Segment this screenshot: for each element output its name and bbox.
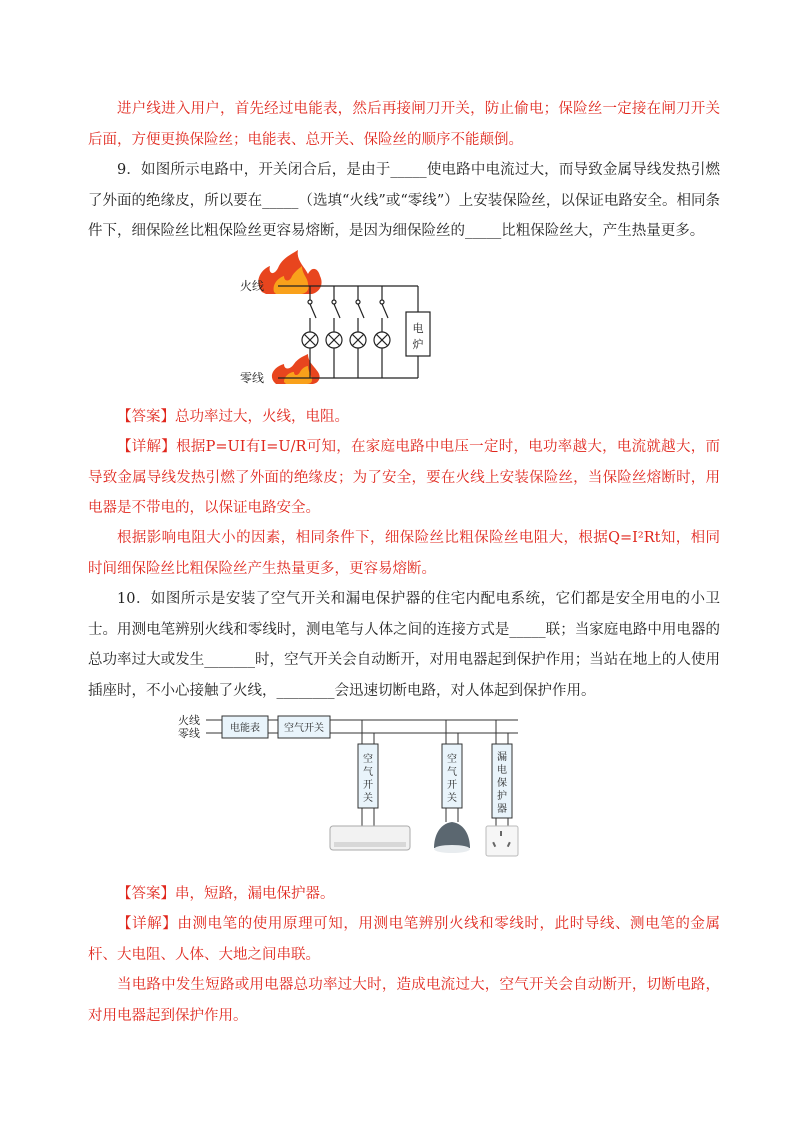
live-wire-label: 火线 [240, 279, 265, 293]
detail-text: 根据P=UI有I=U/R可知，在家庭电路中电压一定时，电功率越大，电流就越大，而导致金属导线发热引燃了外面的绝缘皮；为了安全，要在火线上安装保险丝，当保险丝熔断时，用电器是不带电的，以保证电路安全。 [88, 439, 720, 516]
branch-breaker-label-1: 空气开关 [363, 754, 373, 804]
fire-icon [258, 250, 321, 294]
answer-tag: 【答案】 [117, 886, 175, 902]
detail-text: 由测电笔的使用原理可知，用测电笔辨别火线和零线时，此时导线、测电笔的金属杆、大电阻、人体、大地之间串联。 [88, 916, 720, 963]
q10-detail-1 [88, 909, 720, 970]
answer-text: 总功率过大，火线，电阻。 [175, 409, 349, 425]
lamp-branch [374, 286, 390, 378]
detail-tag: 【详解】 [117, 916, 178, 932]
figure-9-circuit [232, 248, 432, 388]
q9-detail-1 [88, 432, 720, 524]
air-conditioner-icon [330, 826, 410, 850]
main-breaker-label: 空气开关 [284, 723, 324, 734]
answer-tag: 【答案】 [117, 409, 175, 425]
neutral-wire-label: 零线 [240, 371, 265, 385]
stove-label-2: 炉 [412, 338, 424, 351]
detail-tag: 【详解】 [117, 439, 177, 455]
branch-breaker-label-2: 空气开关 [447, 754, 457, 804]
answer-text: 串，短路，漏电保护器。 [175, 886, 335, 902]
question-10: 10．如图所示是安装了空气开关和漏电保护器的住宅内配电系统，它们都是安全用电的小卫士。用测电笔辨别火线和零线时，测电笔与人体之间的连接方式是_____联；当家庭电路中用电器的总功率过大或发生_______时，空气开关会自动断开，对用电器起到保护作用；当站在地上的人使用插座时，不小心接触了火线，________会迅速切断电路，对人体起到保护作用。 [88, 591, 720, 699]
lamp-branch [326, 286, 342, 378]
leakage-protector-label: 漏电保护器 [497, 752, 507, 815]
live-wire-label: 火线 [178, 714, 200, 727]
energy-meter-label: 电能表 [230, 723, 260, 734]
question-9: 9．如图所示电路中，开关闭合后，是由于_____使电路中电流过大，而导致金属导线发热引燃了外面的绝缘皮，所以要在_____（选填“火线”或“零线”）上安装保险丝，以保证电路安全。相同条件下，细保险丝比粗保险丝更容易熔断，是因为细保险丝的_____比粗保险丝大，产生热量更多。 [88, 162, 720, 239]
pendant-lamp-icon [434, 822, 470, 853]
q9-answer [88, 402, 720, 433]
q10-answer [88, 879, 720, 910]
stove-label-1: 电 [412, 322, 424, 335]
lamp-branch [350, 286, 366, 378]
q9-detail-2: 根据影响电阻大小的因素，相同条件下，细保险丝比粗保险丝电阻大，根据Q=I²Rt知，相同时间细保险丝比粗保险丝产生热量更多，更容易熔断。 [88, 530, 720, 577]
fire-icon [272, 354, 320, 384]
intro-paragraph: 进户线进入用户，首先经过电能表，然后再接闸刀开关，防止偷电；保险丝一定接在闸刀开关后面，方便更换保险丝；电能表、总开关、保险丝的顺序不能颠倒。 [88, 101, 720, 148]
figure-10-distribution [178, 710, 528, 860]
wall-socket-icon [486, 826, 518, 856]
q10-detail-2: 当电路中发生短路或用电器总功率过大时，造成电流过大，空气开关会自动断开，切断电路，对用电器起到保护作用。 [88, 977, 720, 1024]
neutral-wire-label: 零线 [178, 727, 200, 740]
